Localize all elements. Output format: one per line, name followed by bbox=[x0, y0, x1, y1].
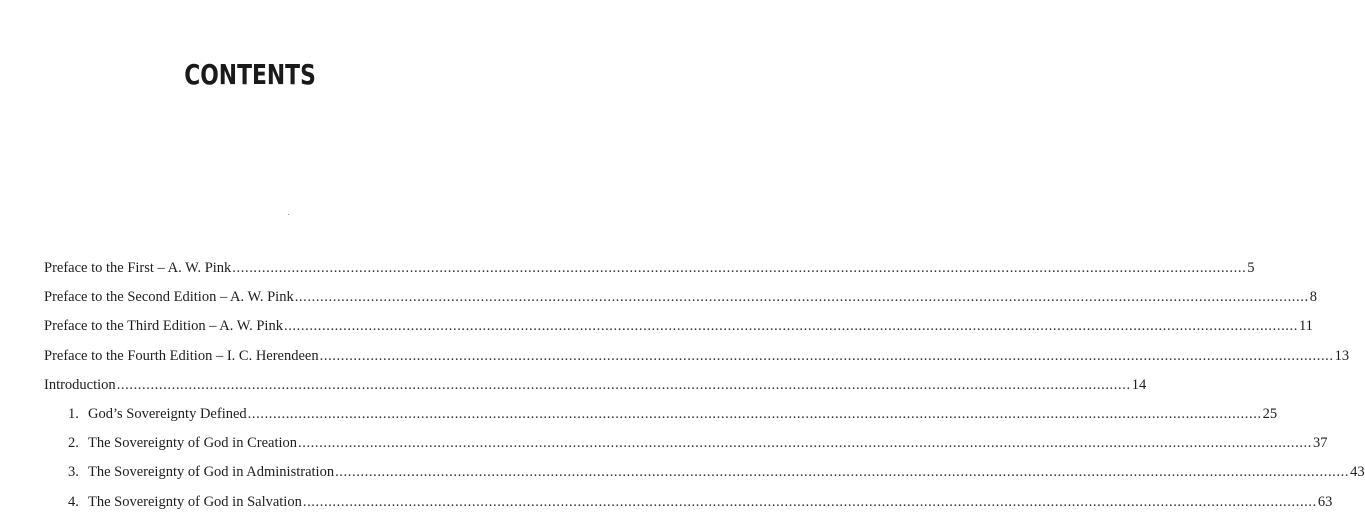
toc-entry-title: The Sovereignty of God in Salvation bbox=[88, 493, 302, 510]
toc-entry-title: Preface to the Third Edition – A. W. Pink bbox=[44, 318, 283, 335]
toc-entry bbox=[44, 285, 1317, 314]
toc-entry-title: Preface to the First – A. W. Pink bbox=[44, 260, 232, 276]
chapter-number: 4. bbox=[68, 493, 79, 510]
dot-leader bbox=[284, 314, 1298, 338]
contents-heading: CONTENTS bbox=[184, 58, 316, 91]
toc-entry bbox=[44, 344, 1350, 373]
toc-entry-page: 11 bbox=[1298, 318, 1313, 335]
dot-leader bbox=[295, 285, 1309, 309]
toc-entry bbox=[44, 373, 1147, 402]
toc-entry-title: The Sovereignty of God in Administration bbox=[88, 464, 335, 481]
toc-entry-page: 14 bbox=[1131, 376, 1147, 393]
toc-entry-title: God’s Sovereignty Defined bbox=[88, 405, 247, 422]
dot-leader bbox=[335, 460, 1349, 484]
dot-leader bbox=[248, 402, 1262, 426]
toc-chapter-entry bbox=[44, 490, 1333, 519]
toc-entry-page: 43 bbox=[1350, 464, 1365, 481]
toc-entry-title: Preface to the Second Edition – A. W. Pink bbox=[44, 289, 294, 306]
toc-entry-page: 8 bbox=[1309, 289, 1317, 306]
toc-entry-page: 13 bbox=[1334, 347, 1350, 364]
toc-entry-page: 25 bbox=[1262, 405, 1278, 422]
toc-entry bbox=[44, 256, 1255, 285]
dot-leader bbox=[320, 344, 1334, 368]
toc-entry-page: 63 bbox=[1317, 493, 1333, 510]
toc-entry bbox=[44, 314, 1313, 343]
toc-entry-title: Introduction bbox=[44, 376, 116, 393]
toc-entry-title: The Sovereignty of God in Creation bbox=[88, 435, 297, 452]
toc-chapter-entry bbox=[44, 431, 1328, 460]
dot-leader bbox=[303, 490, 1317, 514]
toc-chapter-entry bbox=[44, 402, 1278, 431]
dot-leader bbox=[232, 256, 1246, 280]
table-of-contents bbox=[44, 256, 1365, 519]
toc-chapter-entry bbox=[44, 460, 1365, 489]
chapter-number: 2. bbox=[68, 435, 79, 452]
chapter-number: 3. bbox=[68, 464, 79, 481]
toc-entry-page: 37 bbox=[1313, 435, 1328, 452]
print-speck bbox=[288, 214, 289, 215]
dot-leader bbox=[117, 373, 1131, 397]
toc-entry-page: 5 bbox=[1247, 260, 1255, 276]
chapter-number: 1. bbox=[68, 405, 79, 422]
toc-entry-title: Preface to the Fourth Edition – I. C. Herendeen bbox=[44, 347, 319, 364]
dot-leader bbox=[298, 431, 1312, 455]
